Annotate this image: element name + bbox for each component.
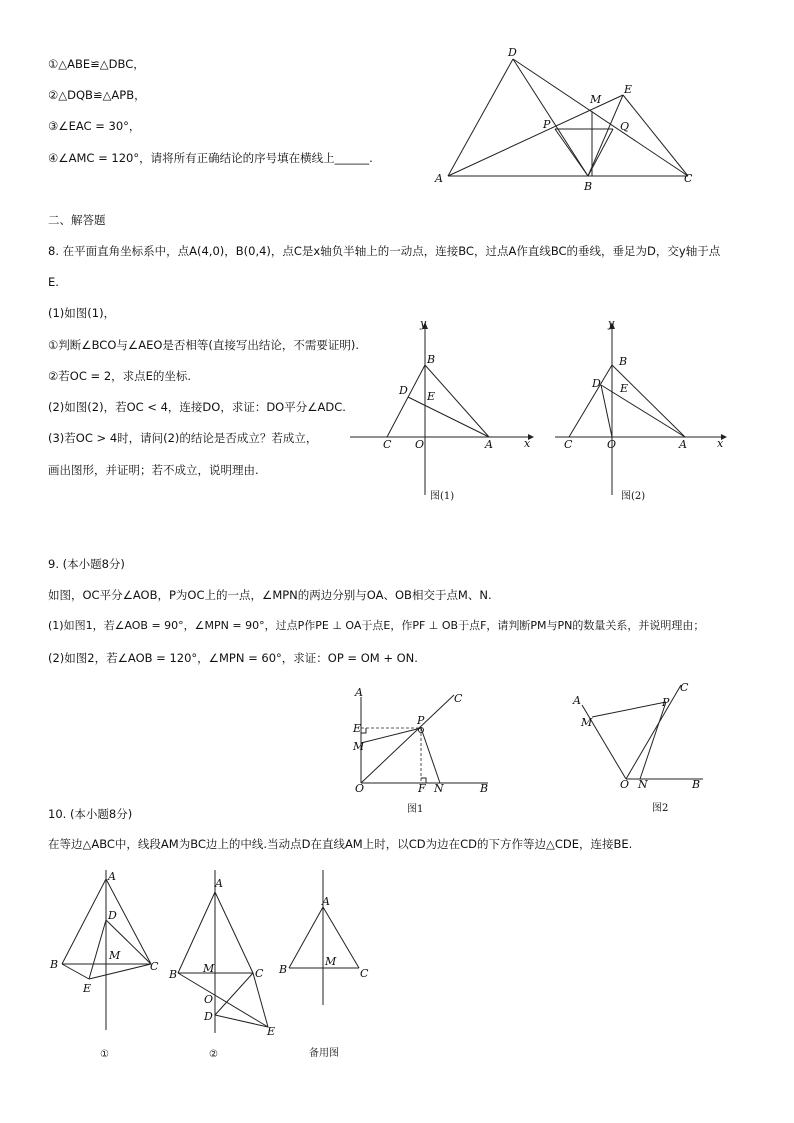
q10-title: 10. (本小题8分) — [48, 807, 133, 821]
q10-fig2-caption: ② — [209, 1049, 218, 1060]
q7-label-D: D — [508, 46, 517, 59]
q9-fig2-caption: 图2 — [652, 803, 669, 814]
q8-fig1-caption: 图(1) — [430, 491, 455, 502]
q7-label-M: M — [590, 93, 602, 106]
q8-fig1-D: D — [399, 384, 408, 397]
q9-fig1-caption: 图1 — [407, 804, 424, 815]
q10-fig3-C: C — [360, 967, 369, 980]
q9-fig1-M: M — [353, 740, 365, 753]
q10-fig3-lines — [289, 870, 359, 1005]
q8-stem-line1: 8. 在平面直角坐标系中，点A(4,0)，B(0,4)，点C是x轴负半轴上的一动点，连接BC，过点A作直线BC的垂线，垂足为D，交y轴于点 — [48, 244, 721, 258]
q7-label-Q: Q — [620, 120, 630, 133]
q7-statement-2: ②△DQB≌△APB， — [48, 88, 146, 102]
q9-fig1-O: O — [355, 782, 365, 795]
q8-fig1-C: C — [383, 438, 392, 451]
q9-fig2-N: N — [638, 778, 648, 791]
q10-figure-1 — [45, 865, 170, 1065]
q10-fig1-lines — [62, 870, 151, 1030]
q7-statement-3: ③∠EAC = 30°， — [48, 119, 141, 133]
q10-fig1-C: C — [150, 960, 159, 973]
q8-part2: (2)如图(2)，若OC < 4，连接DO，求证：DO平分∠ADC. — [48, 400, 346, 414]
q9-fig1-lines — [361, 695, 488, 783]
q10-fig3-M: M — [325, 955, 337, 968]
q10-fig1-caption: ① — [100, 1049, 109, 1060]
q8-fig2-C: C — [564, 438, 573, 451]
q10-fig2-O: O — [204, 993, 214, 1006]
q8-part1: (1)如图(1)， — [48, 306, 116, 320]
q8-fig1-E: E — [427, 390, 436, 403]
q8-fig2-D: D — [592, 377, 601, 390]
q8-figure-1 — [350, 315, 540, 510]
q7-label-A: A — [435, 172, 443, 185]
section-title: 二、解答题 — [48, 213, 106, 227]
q7-label-C: C — [684, 172, 693, 185]
q8-fig2-A: A — [679, 438, 687, 451]
q7-figure-lines — [448, 59, 688, 176]
q9-title: 9. (本小题8分) — [48, 557, 125, 571]
q8-part3b: 画出图形，并证明；若不成立，说明理由. — [48, 463, 259, 477]
q10-fig3-caption: 备用图 — [309, 1048, 339, 1059]
q10-fig1-D: D — [108, 909, 117, 922]
q9-fig1-N: N — [434, 782, 444, 795]
q8-fig2-y-label: y — [608, 317, 615, 330]
q8-fig1-y-label: y — [420, 317, 427, 330]
q10-fig2-D: D — [204, 1010, 213, 1023]
q9-fig2-lines — [582, 685, 703, 779]
q8-fig2-lines — [555, 322, 727, 495]
q7-label-B: B — [584, 180, 593, 193]
q8-part3a: (3)若OC > 4时，请问(2)的结论是否成立？若成立， — [48, 431, 318, 445]
q10-fig1-M: M — [109, 949, 121, 962]
q9-fig2-A: A — [573, 694, 581, 707]
q10-fig1-A: A — [108, 870, 116, 883]
q10-fig2-E: E — [267, 1025, 276, 1038]
q8-fig2-x-label: x — [717, 437, 724, 450]
q8-fig1-x-label: x — [524, 437, 531, 450]
q9-fig1-A: A — [355, 686, 363, 699]
q8-fig1-lines — [350, 322, 534, 495]
q7-statement-1: ①△ABE≌△DBC， — [48, 57, 145, 71]
q9-figure-2 — [570, 680, 710, 815]
q9-fig1-F: F — [418, 782, 426, 795]
q9-part2: (2)如图2，若∠AOB = 120°，∠MPN = 60°，求证：OP = OM + ON. — [48, 651, 418, 665]
q10-fig2-lines — [178, 870, 268, 1033]
q9-fig2-P: P — [662, 696, 670, 709]
q9-fig1-B: B — [480, 782, 489, 795]
q8-fig2-E: E — [620, 382, 629, 395]
q8-fig1-A: A — [485, 438, 493, 451]
q8-fig2-O: O — [607, 438, 617, 451]
q8-figure-2 — [545, 315, 735, 510]
q9-fig1-E: E — [353, 722, 362, 735]
q7-label-E: E — [624, 83, 633, 96]
q10-fig3-A: A — [322, 895, 330, 908]
q9-fig1-P: P — [417, 714, 425, 727]
q8-fig2-B: B — [619, 355, 628, 368]
q10-figure-2 — [165, 865, 288, 1065]
q8-fig1-O: O — [415, 438, 425, 451]
q8-stem-line2: E. — [48, 275, 59, 289]
q9-fig1-C: C — [454, 692, 463, 705]
q9-part1: (1)如图1，若∠AOB = 90°，∠MPN = 90°，过点P作PE ⊥ OA于点E，作PF ⊥ OB于点F，请判断PM与PN的数量关系，并说明理由； — [48, 619, 705, 632]
q7-figure — [430, 45, 700, 195]
q10-fig1-B: B — [50, 958, 59, 971]
q10-fig2-M: M — [203, 962, 215, 975]
q9-fig2-M: M — [581, 716, 593, 729]
q10-figure-3 — [275, 865, 385, 1065]
q7-statement-4: ④∠AMC = 120°，请将所有正确结论的序号填在横线上______. — [48, 151, 373, 165]
q8-part1b: ②若OC = 2，求点E的坐标. — [48, 369, 192, 383]
q8-fig1-B: B — [427, 353, 436, 366]
q7-label-P: P — [543, 118, 551, 131]
q9-figure-1 — [350, 685, 500, 815]
q10-stem: 在等边△ABC中，线段AM为BC边上的中线.当动点D在直线AM上时，以CD为边在CD的下方作等边△CDE，连接BE. — [48, 837, 633, 851]
q10-fig2-B: B — [169, 968, 178, 981]
q8-part1a: ①判断∠BCO与∠AEO是否相等(直接写出结论，不需要证明). — [48, 338, 360, 352]
q9-fig2-O: O — [620, 778, 630, 791]
q10-fig2-A: A — [215, 877, 223, 890]
q9-fig2-B: B — [692, 778, 701, 791]
q10-fig1-E: E — [83, 982, 92, 995]
q8-fig2-caption: 图(2) — [621, 491, 646, 502]
q9-stem: 如图，OC平分∠AOB，P为OC上的一点，∠MPN的两边分别与OA、OB相交于点M、N. — [48, 588, 492, 602]
q10-fig3-B: B — [279, 963, 288, 976]
q9-fig2-C: C — [680, 681, 689, 694]
q10-fig2-C: C — [255, 967, 264, 980]
